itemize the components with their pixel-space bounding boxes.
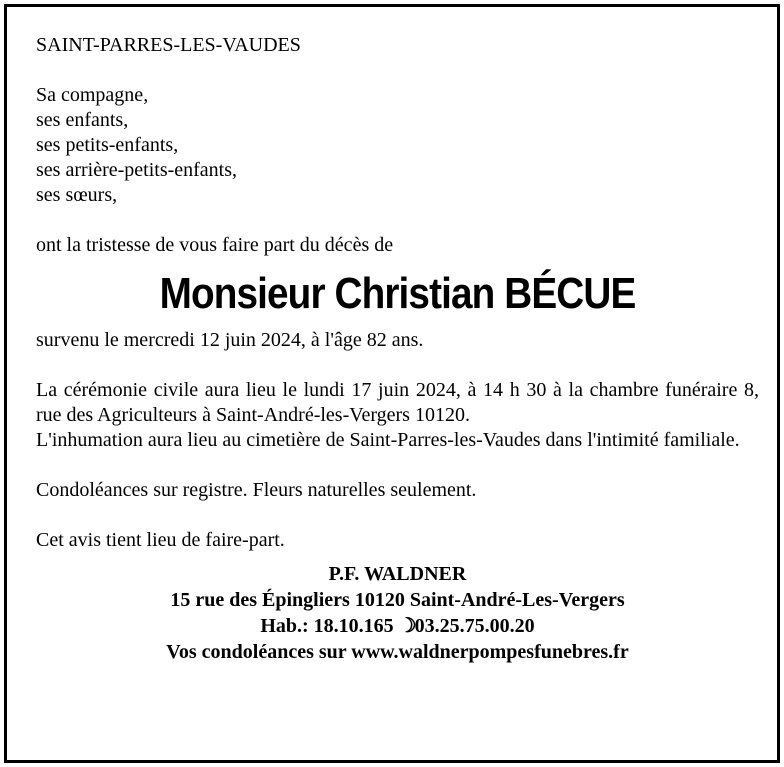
notice-frame <box>4 4 780 763</box>
notice-content <box>36 33 759 665</box>
family-line: ses enfants, <box>36 109 129 131</box>
notice-text: Cet avis tient lieu de faire-part. <box>36 529 285 551</box>
family-list <box>36 83 759 208</box>
company-name: P.F. WALDNER <box>328 563 467 585</box>
company-address: 15 rue des Épingliers 10120 Saint-André-Les-Vergers <box>170 589 625 611</box>
phone-number: 03.25.75.00.20 <box>414 615 535 637</box>
death-info: survenu le mercredi 12 juin 2024, à l'âge 82 ans. <box>36 329 424 351</box>
family-line: ses arrière-petits-enfants, <box>36 159 238 181</box>
family-line: ses petits-enfants, <box>36 134 179 156</box>
burial-text: L'inhumation aura lieu au cimetière de Saint-Parres-les-Vaudes dans l'intimité familiale. <box>36 429 740 451</box>
hab-number: Hab.: 18.10.165 <box>260 615 394 637</box>
condolences-text: Condoléances sur registre. Fleurs naturelles seulement. <box>36 479 477 501</box>
contact-line <box>36 613 759 639</box>
deceased-name: Monsieur Christian BÉCUE <box>159 269 636 318</box>
family-line: Sa compagne, <box>36 84 149 106</box>
spacer <box>36 208 759 233</box>
website-line: Vos condoléances sur www.waldnerpompesfunebres.fr <box>166 641 629 663</box>
spacer <box>36 503 759 528</box>
family-line: ses sœurs, <box>36 184 118 206</box>
phone-icon: ☽ <box>398 615 417 637</box>
spacer <box>36 353 759 378</box>
intro-text: ont la tristesse de vous faire part du décès de <box>36 234 394 256</box>
spacer <box>36 58 759 83</box>
ceremony-text: La cérémonie civile aura lieu le lundi 17 juin 2024, à 14 h 30 à la chambre funéraire 8, rue des Agriculteurs à Saint-André-les-Vergers 10120. <box>36 379 759 426</box>
spacer <box>36 453 759 478</box>
funeral-home-footer <box>36 561 759 665</box>
location-heading: SAINT-PARRES-LES-VAUDES <box>36 34 301 56</box>
